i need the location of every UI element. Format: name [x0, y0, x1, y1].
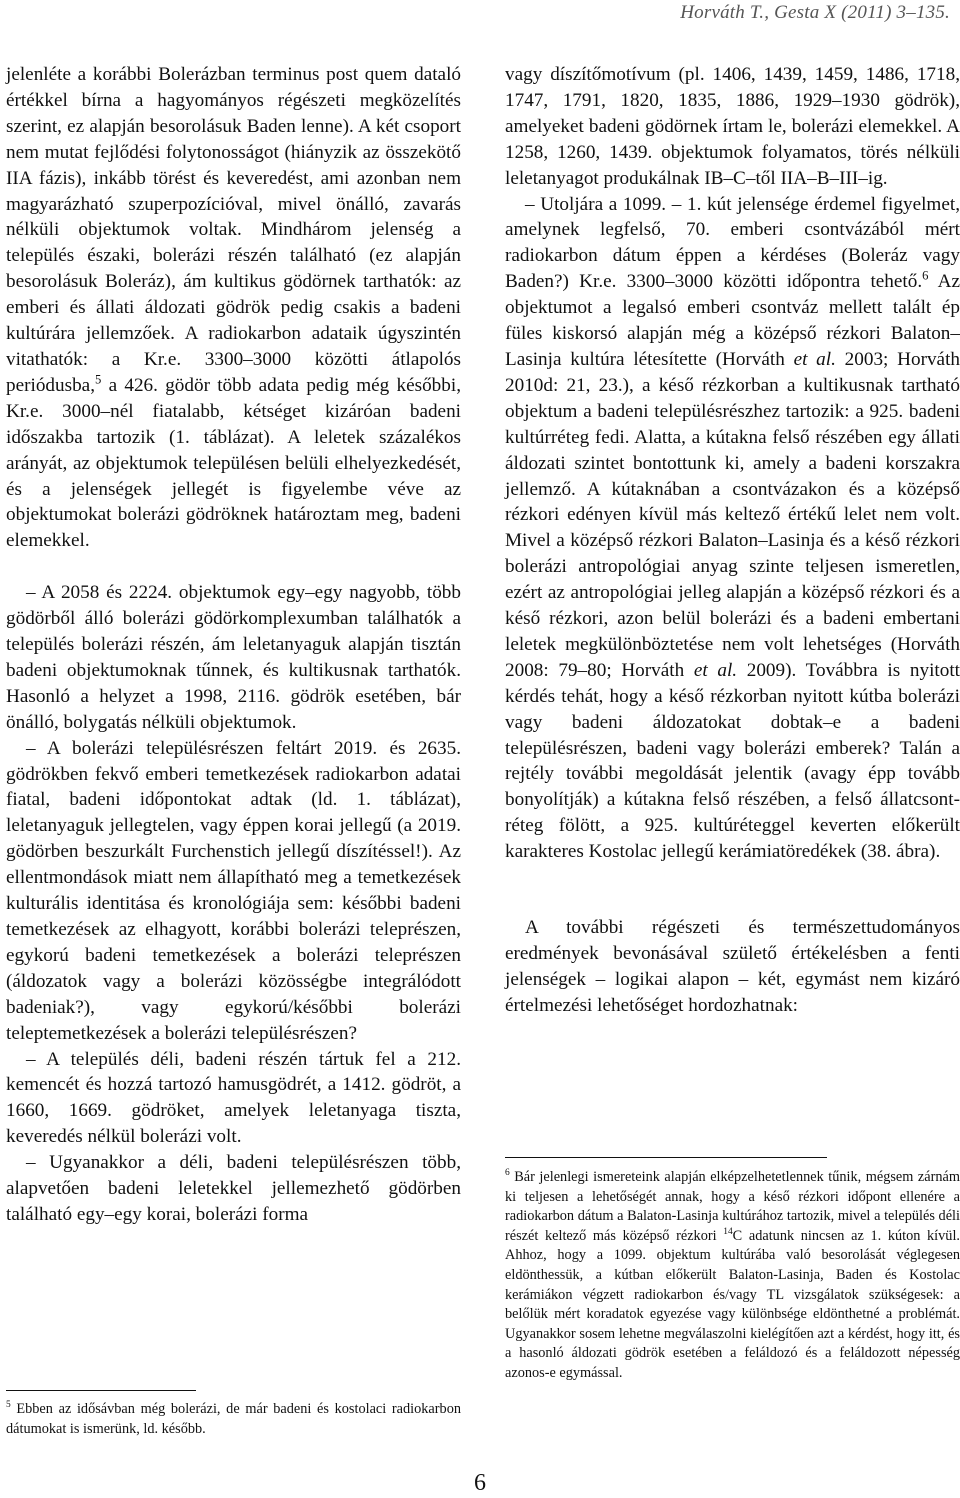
paragraph: – A bolerázi településrészen feltárt 2019. és 2635. gödrökben fekvő emberi temetkezések radiokarbon adatai fiatal, badeni időpontokat adtak (ld. 1. táblázat), leletanyaguk jellegtelen, vagy éppen korai jellegű (a 2019. gödörben beszurkált Furchenstich jellegű díszítéssel!). Az ellentmondások miatt nem állapítható meg a temetkezések kulturális identitása és kronológiája sem: későbbi badeni temetkezések az elhagyott, korábbi bolerázi teleprészen, egykorú badeni temetkezések a bolerázi teleprészen (áldozatok vagy a bolerázi közösségbe integrálódott badeniak?), vagy egykorú/későbbi bolerázi teleptemetkezések a bolerázi településrészen? — [6, 737, 461, 1044]
paragraph: A további régészeti és természettudományos eredmények bevonásával születő értékelésben a fenti jelenségek – logikai alapon – két, egymást nem kizáró értelmezési lehetőséget hordozhatnak: — [505, 917, 960, 1016]
footnote-ref-5[interactable]: 5 — [95, 372, 102, 387]
paragraph: – A 2058 és 2224. objektumok egy–egy nagyobb, több gödörből álló bolerázi gödörkomplexumban találhatók a település bolerázi részén, ám leletanyaguk alapján tisztán badeni objektumoknak tűnnek, és kultikusnak tarthatók. Hasonló a helyzet a 1998, 2116. gödrök esetében, bár önálló, bolygatás nélküli objektumok. — [6, 582, 461, 733]
right-column — [505, 62, 960, 1019]
footnote-ref-6[interactable]: 6 — [922, 268, 929, 283]
footnote-5: $^5$ Ebben az idősávban még bolerázi, de már badeni és kostolaci radiokarbon dátumokat is ismerünk, ld. később. — [6, 1400, 461, 1437]
footnote-6: $^6$ Bár jelenlegi ismereteink alapján elképzelhetetlennek tűnik, mégsem zárnám ki teljesen a lehetőségét annak, hogy a késő rézkori időpont ellenére a radiokarbon dátum a Balaton-Lasinja kultúrához tartozik, mivel a település déli részét keltező más középső rézkori $^{14}$C adatunk nincsen az 1. kúton kívül. Ahhoz, hogy a 1099. objektum kultúrába való besorolását véglegesen eldönthessük, a kútban előkerült Balaton-Lasinja, Baden és Kostolac kerámiákon végzett radiokarbon és/vagy TL vizsgálatok szükségesek: a belőlük mért koradatok egyezése vagy különbsége eldönthetné a problémát. Ugyanakkor sosem lehetne megválaszolni kielégítően azt a kérdést, hogy itt, és a hasonló áldozati gödrök esetében a feláldozó és a feláldozott népesség azonos-e egymással. — [505, 1168, 960, 1381]
left-column — [6, 62, 461, 1228]
paragraph: – A település déli, badeni részén tártuk fel a 212. kemencét és hozzá tartozó hamusgödrét, a 1412. gödröt, a 1660, 1669. gödröket, amelyek leletanyaga tiszta, keveredés nélkül bolerázi volt. — [6, 1048, 461, 1148]
paragraph: – Ugyanakkor a déli, badeni településrészen több, alapvetően badeni leletekkel jellemezhető gödörben található egy–egy korai, bolerázi forma — [6, 1152, 461, 1225]
paragraph: – Utoljára a 1099. – 1. kút jelensége érdemel figyelmet, amelynek legfelső, 70. emberi csontvázából mért radiokarbon dátum éppen a kérdéses (Boleráz vagy Baden?) Kr.e. 3300–3000 közötti időpontra tehető.$^6$ Az objektumot a legalsó emberi csontváz mellett talált ép füles kiskorsó alapján még a középső rézkori Balaton–Lasinja kultúra létesítette (Horváth et al. 2003; Horváth 2010d: 21, 23.), a késő rézkorban a kultikusnak tartható objektum a badeni településrészhez tartozik: a 925. badeni kultúrréteg fedi. Alatta, a kútakna felső részében egy állati áldozati szintet bontottunk ki, amely a badeni korszakra jellemző. A kútaknában a csontvázakon és a középső rézkori edényen kívül más keltező értékű lelet nem volt. Mivel a középső rézkori Balaton–Lasinja és a késő rézkori bolerázi antropológiai anyag szinte teljesen ismeretlen, ezért az antropológiai jelleg alapján a középső rézkori és a késő rézkori, azon belül bolerázi és a badeni embertani leletek megkülönböztetése nem volt lehetséges (Horváth 2008: 79–80; Horváth et al. 2009). Továbbra is nyitott kérdés tehát, hogy a késő rézkorban nyitott kútba bolerázi vagy badeni áldozatokat dobtak–e a badeni településrészen, badeni vagy bolerázi emberek? Talán a rejtély további megoldását jelentik (avagy épp tovább bonyolítják) a kútakna felső részében, a felső állatcsont-réteg fölött, a 925. kultúréteggel keverten előkerült karakteres Kostolac jellegű kerámiatöredékek (38. ábra). — [505, 193, 960, 863]
footnote-divider — [505, 1157, 827, 1158]
paragraph: jelenléte a korábbi Bolerázban terminus post quem dataló értékkel bírna a hagyományos régészeti megközelítés szerint, ez alapján besorolásuk Baden lenne). A két csoport nem mutat fejlődési folytonosságot (hiányzik az összekötő IIA fázis), inkább törést és keveredést, ami azonban nem magyarázható szuperpozícióval, mivel önálló, zavarás nélküli objektumok voltak. Mindhárom jelenség a település északi, bolerázi részén található (ez alapján besorolásuk Boleráz), ám kultikus gödörnek tarthatók: az emberi és állati áldozati gödrök pedig csakis a badeni kultúrára jellemzőek. A radiokarbon adataik úgyszintén vitathatók: a Kr.e. 3300–3000 közötti átlapolós periódusba,$^5$ a 426. gödör több adata pedig még későbbi, Kr.e. 3000–nél fiatalabb, kétséget kizáróan badeni időszakba tartozik (1. táblázat). A leletek százalékos arányát, az objektumok településen belüli elhelyezkedését, és a jelenségek jellegét is figyelembe véve az objektumokat bolerázi gödröknek határoztam meg, badeni elemekkel. — [6, 64, 461, 552]
paragraph: vagy díszítőmotívum (pl. 1406, 1439, 1459, 1486, 1718, 1747, 1791, 1820, 1835, 1886, 1929–1930 gödrök), amelyeket badeni gödörnek írtam le, bolerázi elemekkel. A 1258, 1260, 1439. objektumok folyamatos, törés nélküli leletanyagot produkálnak IB–C–től IIA–B–III–ig. — [505, 64, 960, 189]
footnote-divider — [6, 1390, 196, 1391]
page-number: 6 — [474, 1470, 486, 1496]
running-header: Horváth T., Gesta X (2011) 3–135. — [680, 2, 950, 23]
